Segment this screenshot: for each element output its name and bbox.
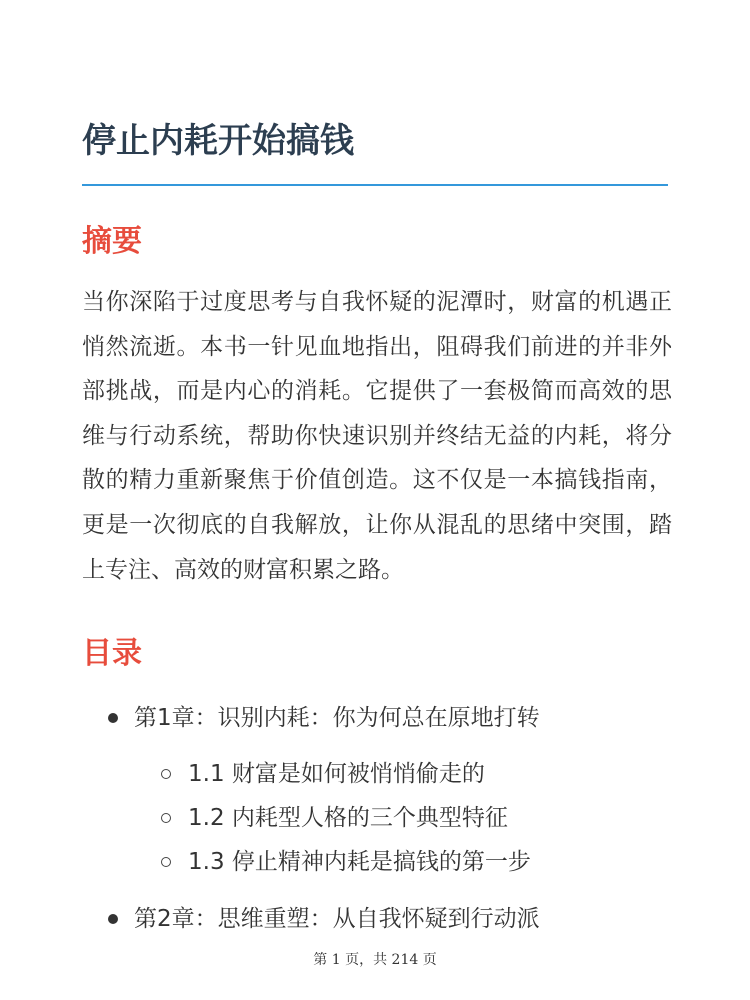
bullet-disc-icon	[108, 914, 118, 924]
book-title: 停止内耗开始搞钱	[82, 121, 354, 161]
toc-section-1-1[interactable]: 1.1 财富是如何被悄悄偷走的	[188, 761, 485, 787]
bullet-circle-icon	[161, 857, 171, 867]
toc-chapter-2[interactable]: 第2章：思维重塑：从自我怀疑到行动派	[134, 906, 540, 932]
summary-heading: 摘要	[82, 224, 142, 259]
toc-section-1-2[interactable]: 1.2 内耗型人格的三个典型特征	[188, 805, 508, 831]
page-number: 第 1 页，共 214 页	[313, 952, 437, 968]
bullet-circle-icon	[161, 769, 171, 779]
toc-heading: 目录	[82, 636, 142, 671]
bullet-circle-icon	[161, 813, 171, 823]
summary-paragraph: 当你深陷于过度思考与自我怀疑的泥潭时，财富的机遇正悄然流逝。本书一针见血地指出，阻碍我们前进的并非外部挑战，而是内心的消耗。它提供了一套极简而高效的思维与行动系统，帮助你快速识别并终结无益的内耗，将分散的精力重新聚焦于价值创造。这不仅是一本搞钱指南，更是一次彻底的自我解放，让你从混乱的思绪中突围，踏上专注、高效的财富积累之路。	[82, 289, 672, 583]
toc-chapter-1[interactable]: 第1章：识别内耗：你为何总在原地打转	[134, 705, 540, 731]
bullet-disc-icon	[108, 713, 118, 723]
toc-section-1-3[interactable]: 1.3 停止精神内耗是搞钱的第一步	[188, 849, 531, 875]
title-divider	[82, 184, 668, 186]
